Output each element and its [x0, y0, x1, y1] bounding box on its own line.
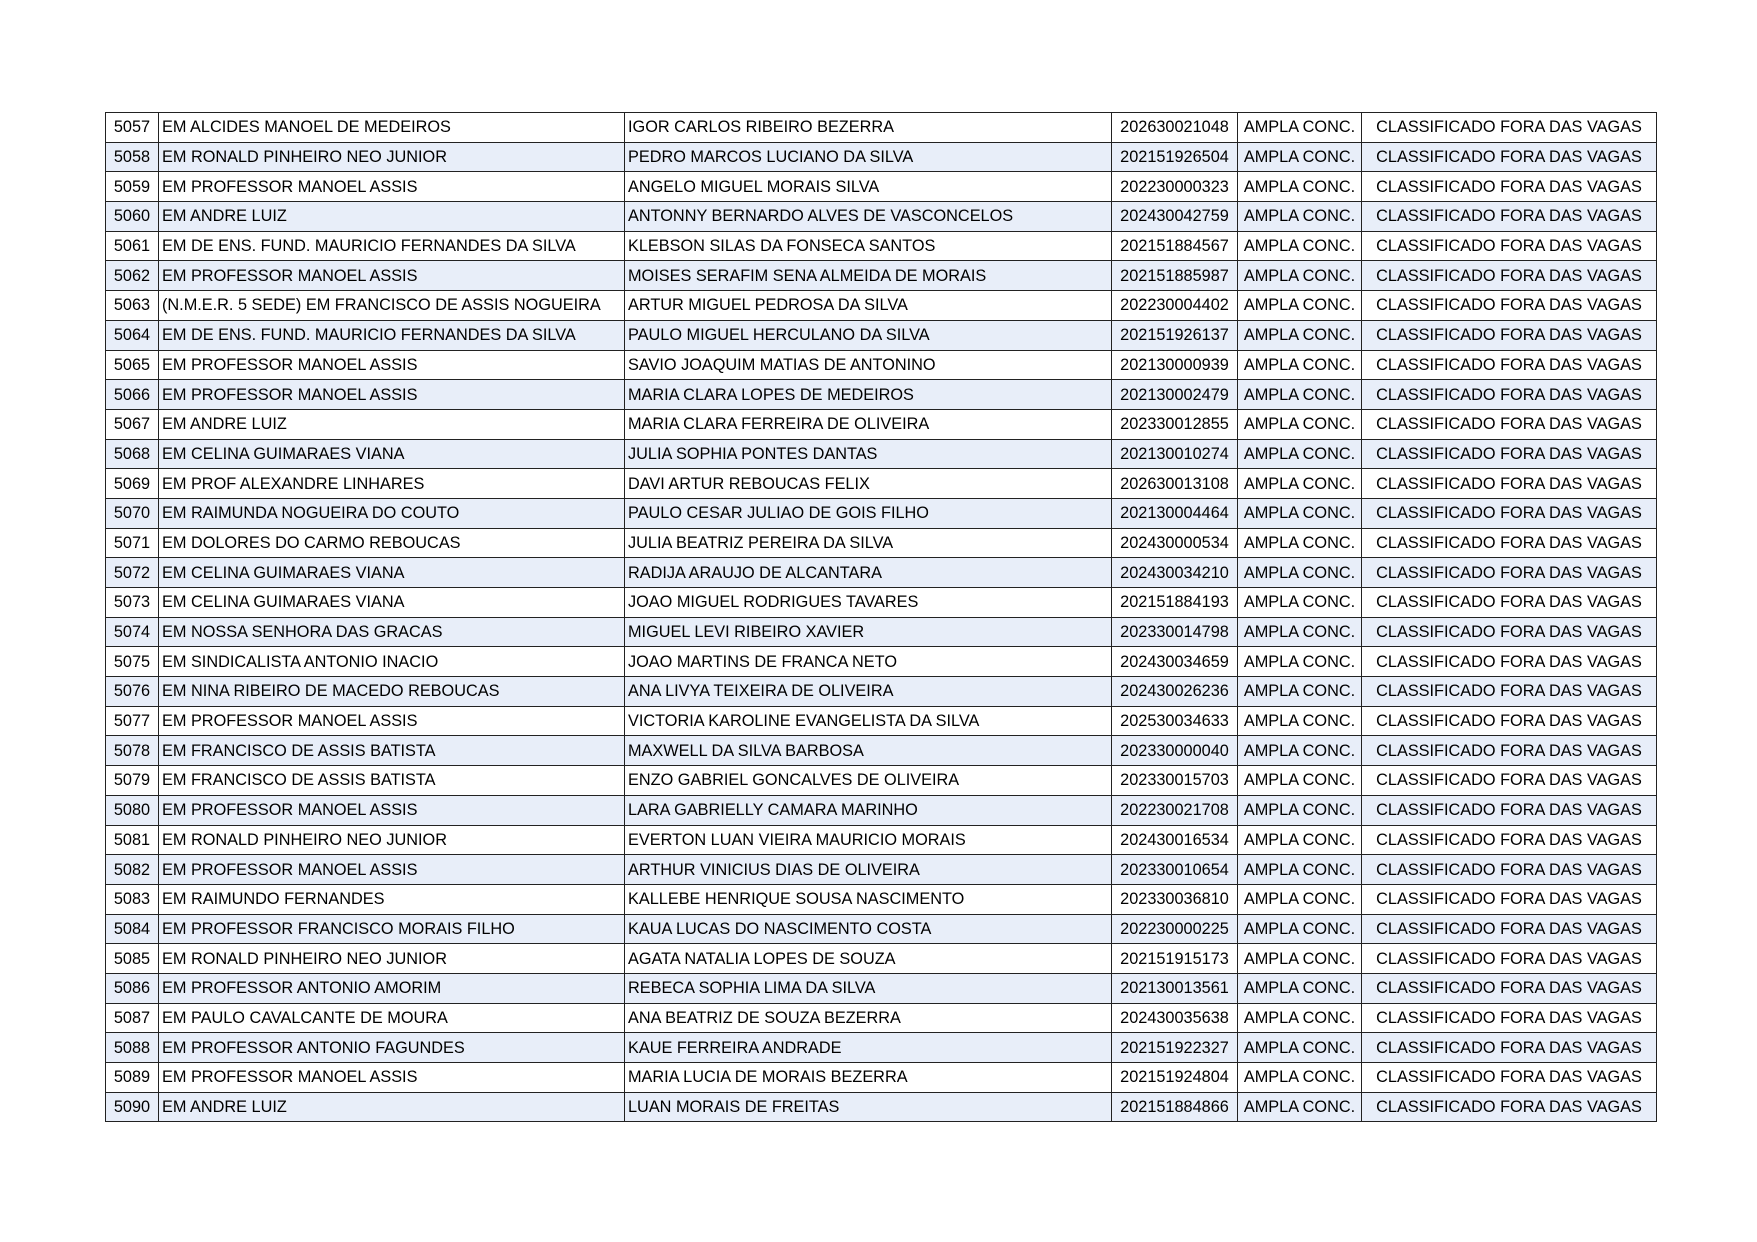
row-number-cell: 5083	[106, 884, 159, 914]
student-name-cell: JULIA BEATRIZ PEREIRA DA SILVA	[625, 528, 1112, 558]
status-cell: CLASSIFICADO FORA DAS VAGAS	[1362, 588, 1657, 618]
registration-id-cell: 202430034210	[1112, 558, 1238, 588]
table-row	[106, 558, 1657, 588]
student-name-cell: JOAO MARTINS DE FRANCA NETO	[625, 647, 1112, 677]
school-cell: EM RAIMUNDO FERNANDES	[159, 884, 625, 914]
registration-id-cell: 202430034659	[1112, 647, 1238, 677]
student-name-cell: ANTONNY BERNARDO ALVES DE VASCONCELOS	[625, 202, 1112, 232]
table-row	[106, 528, 1657, 558]
row-number-cell: 5057	[106, 113, 159, 143]
school-cell: EM ANDRE LUIZ	[159, 202, 625, 232]
table-row	[106, 202, 1657, 232]
table-row	[106, 231, 1657, 261]
status-cell: CLASSIFICADO FORA DAS VAGAS	[1362, 647, 1657, 677]
registration-id-cell: 202430016534	[1112, 825, 1238, 855]
table-row	[106, 1063, 1657, 1093]
registration-id-cell: 202430042759	[1112, 202, 1238, 232]
registration-id-cell: 202130013561	[1112, 973, 1238, 1003]
category-cell: AMPLA CONC.	[1238, 884, 1362, 914]
registration-id-cell: 202230000323	[1112, 172, 1238, 202]
table-row	[106, 469, 1657, 499]
student-name-cell: MOISES SERAFIM SENA ALMEIDA DE MORAIS	[625, 261, 1112, 291]
table-row	[106, 617, 1657, 647]
registration-id-cell: 202151885987	[1112, 261, 1238, 291]
table-row	[106, 766, 1657, 796]
row-number-cell: 5075	[106, 647, 159, 677]
school-cell: EM RONALD PINHEIRO NEO JUNIOR	[159, 825, 625, 855]
table-row	[106, 261, 1657, 291]
registration-id-cell: 202430000534	[1112, 528, 1238, 558]
school-cell: EM PROFESSOR ANTONIO AMORIM	[159, 973, 625, 1003]
category-cell: AMPLA CONC.	[1238, 647, 1362, 677]
row-number-cell: 5087	[106, 1003, 159, 1033]
row-number-cell: 5070	[106, 498, 159, 528]
table-row	[106, 1003, 1657, 1033]
status-cell: CLASSIFICADO FORA DAS VAGAS	[1362, 766, 1657, 796]
student-name-cell: MARIA CLARA LOPES DE MEDEIROS	[625, 380, 1112, 410]
student-name-cell: REBECA SOPHIA LIMA DA SILVA	[625, 973, 1112, 1003]
registration-id-cell: 202330036810	[1112, 884, 1238, 914]
category-cell: AMPLA CONC.	[1238, 855, 1362, 885]
status-cell: CLASSIFICADO FORA DAS VAGAS	[1362, 1063, 1657, 1093]
student-name-cell: MARIA CLARA FERREIRA DE OLIVEIRA	[625, 409, 1112, 439]
status-cell: CLASSIFICADO FORA DAS VAGAS	[1362, 677, 1657, 707]
status-cell: CLASSIFICADO FORA DAS VAGAS	[1362, 498, 1657, 528]
category-cell: AMPLA CONC.	[1238, 172, 1362, 202]
table-row	[106, 172, 1657, 202]
category-cell: AMPLA CONC.	[1238, 350, 1362, 380]
status-cell: CLASSIFICADO FORA DAS VAGAS	[1362, 350, 1657, 380]
category-cell: AMPLA CONC.	[1238, 973, 1362, 1003]
registration-id-cell: 202530034633	[1112, 706, 1238, 736]
student-name-cell: PEDRO MARCOS LUCIANO DA SILVA	[625, 142, 1112, 172]
category-cell: AMPLA CONC.	[1238, 736, 1362, 766]
registration-id-cell: 202130002479	[1112, 380, 1238, 410]
registration-id-cell: 202330000040	[1112, 736, 1238, 766]
row-number-cell: 5069	[106, 469, 159, 499]
status-cell: CLASSIFICADO FORA DAS VAGAS	[1362, 231, 1657, 261]
school-cell: EM CELINA GUIMARAES VIANA	[159, 558, 625, 588]
category-cell: AMPLA CONC.	[1238, 409, 1362, 439]
student-name-cell: DAVI ARTUR REBOUCAS FELIX	[625, 469, 1112, 499]
table-row	[106, 884, 1657, 914]
status-cell: CLASSIFICADO FORA DAS VAGAS	[1362, 884, 1657, 914]
row-number-cell: 5071	[106, 528, 159, 558]
category-cell: AMPLA CONC.	[1238, 617, 1362, 647]
student-name-cell: JULIA SOPHIA PONTES DANTAS	[625, 439, 1112, 469]
table-body	[106, 113, 1657, 1122]
student-name-cell: ANA BEATRIZ DE SOUZA BEZERRA	[625, 1003, 1112, 1033]
table-row	[106, 736, 1657, 766]
row-number-cell: 5082	[106, 855, 159, 885]
row-number-cell: 5068	[106, 439, 159, 469]
row-number-cell: 5089	[106, 1063, 159, 1093]
status-cell: CLASSIFICADO FORA DAS VAGAS	[1362, 617, 1657, 647]
category-cell: AMPLA CONC.	[1238, 914, 1362, 944]
category-cell: AMPLA CONC.	[1238, 825, 1362, 855]
status-cell: CLASSIFICADO FORA DAS VAGAS	[1362, 261, 1657, 291]
category-cell: AMPLA CONC.	[1238, 202, 1362, 232]
registration-id-cell: 202151922327	[1112, 1033, 1238, 1063]
school-cell: EM FRANCISCO DE ASSIS BATISTA	[159, 766, 625, 796]
registration-id-cell: 202151884193	[1112, 588, 1238, 618]
school-cell: EM CELINA GUIMARAES VIANA	[159, 439, 625, 469]
category-cell: AMPLA CONC.	[1238, 498, 1362, 528]
status-cell: CLASSIFICADO FORA DAS VAGAS	[1362, 1003, 1657, 1033]
registration-id-cell: 202151926504	[1112, 142, 1238, 172]
table-row	[106, 498, 1657, 528]
student-name-cell: IGOR CARLOS RIBEIRO BEZERRA	[625, 113, 1112, 143]
row-number-cell: 5073	[106, 588, 159, 618]
student-name-cell: MIGUEL LEVI RIBEIRO XAVIER	[625, 617, 1112, 647]
status-cell: CLASSIFICADO FORA DAS VAGAS	[1362, 558, 1657, 588]
row-number-cell: 5072	[106, 558, 159, 588]
table-row	[106, 113, 1657, 143]
status-cell: CLASSIFICADO FORA DAS VAGAS	[1362, 736, 1657, 766]
school-cell: EM RONALD PINHEIRO NEO JUNIOR	[159, 944, 625, 974]
classification-table	[105, 112, 1657, 1122]
student-name-cell: LUAN MORAIS DE FREITAS	[625, 1092, 1112, 1122]
row-number-cell: 5058	[106, 142, 159, 172]
row-number-cell: 5084	[106, 914, 159, 944]
student-name-cell: RADIJA ARAUJO DE ALCANTARA	[625, 558, 1112, 588]
student-name-cell: JOAO MIGUEL RODRIGUES TAVARES	[625, 588, 1112, 618]
category-cell: AMPLA CONC.	[1238, 320, 1362, 350]
student-name-cell: ENZO GABRIEL GONCALVES DE OLIVEIRA	[625, 766, 1112, 796]
row-number-cell: 5085	[106, 944, 159, 974]
registration-id-cell: 202230000225	[1112, 914, 1238, 944]
status-cell: CLASSIFICADO FORA DAS VAGAS	[1362, 1033, 1657, 1063]
row-number-cell: 5076	[106, 677, 159, 707]
row-number-cell: 5090	[106, 1092, 159, 1122]
table-row	[106, 795, 1657, 825]
school-cell: EM NINA RIBEIRO DE MACEDO REBOUCAS	[159, 677, 625, 707]
category-cell: AMPLA CONC.	[1238, 142, 1362, 172]
registration-id-cell: 202330012855	[1112, 409, 1238, 439]
student-name-cell: ANGELO MIGUEL MORAIS SILVA	[625, 172, 1112, 202]
school-cell: EM PROFESSOR ANTONIO FAGUNDES	[159, 1033, 625, 1063]
student-name-cell: SAVIO JOAQUIM MATIAS DE ANTONINO	[625, 350, 1112, 380]
table-row	[106, 409, 1657, 439]
status-cell: CLASSIFICADO FORA DAS VAGAS	[1362, 320, 1657, 350]
student-name-cell: KLEBSON SILAS DA FONSECA SANTOS	[625, 231, 1112, 261]
status-cell: CLASSIFICADO FORA DAS VAGAS	[1362, 439, 1657, 469]
status-cell: CLASSIFICADO FORA DAS VAGAS	[1362, 409, 1657, 439]
school-cell: EM FRANCISCO DE ASSIS BATISTA	[159, 736, 625, 766]
school-cell: EM PROF ALEXANDRE LINHARES	[159, 469, 625, 499]
table-row	[106, 677, 1657, 707]
status-cell: CLASSIFICADO FORA DAS VAGAS	[1362, 944, 1657, 974]
status-cell: CLASSIFICADO FORA DAS VAGAS	[1362, 795, 1657, 825]
category-cell: AMPLA CONC.	[1238, 439, 1362, 469]
registration-id-cell: 202151915173	[1112, 944, 1238, 974]
row-number-cell: 5061	[106, 231, 159, 261]
row-number-cell: 5059	[106, 172, 159, 202]
registration-id-cell: 202151924804	[1112, 1063, 1238, 1093]
category-cell: AMPLA CONC.	[1238, 380, 1362, 410]
row-number-cell: 5062	[106, 261, 159, 291]
status-cell: CLASSIFICADO FORA DAS VAGAS	[1362, 855, 1657, 885]
row-number-cell: 5063	[106, 291, 159, 321]
registration-id-cell: 202330010654	[1112, 855, 1238, 885]
student-name-cell: AGATA NATALIA LOPES DE SOUZA	[625, 944, 1112, 974]
student-name-cell: LARA GABRIELLY CAMARA MARINHO	[625, 795, 1112, 825]
school-cell: EM PAULO CAVALCANTE DE MOURA	[159, 1003, 625, 1033]
school-cell: EM PROFESSOR MANOEL ASSIS	[159, 172, 625, 202]
registration-id-cell: 202130004464	[1112, 498, 1238, 528]
student-name-cell: EVERTON LUAN VIEIRA MAURICIO MORAIS	[625, 825, 1112, 855]
status-cell: CLASSIFICADO FORA DAS VAGAS	[1362, 291, 1657, 321]
student-name-cell: MARIA LUCIA DE MORAIS BEZERRA	[625, 1063, 1112, 1093]
row-number-cell: 5077	[106, 706, 159, 736]
table-row	[106, 142, 1657, 172]
row-number-cell: 5078	[106, 736, 159, 766]
category-cell: AMPLA CONC.	[1238, 944, 1362, 974]
school-cell: EM DE ENS. FUND. MAURICIO FERNANDES DA SILVA	[159, 320, 625, 350]
student-name-cell: KAUA LUCAS DO NASCIMENTO COSTA	[625, 914, 1112, 944]
registration-id-cell: 202330015703	[1112, 766, 1238, 796]
school-cell: EM PROFESSOR MANOEL ASSIS	[159, 1063, 625, 1093]
row-number-cell: 5065	[106, 350, 159, 380]
status-cell: CLASSIFICADO FORA DAS VAGAS	[1362, 469, 1657, 499]
student-name-cell: KAUE FERREIRA ANDRADE	[625, 1033, 1112, 1063]
category-cell: AMPLA CONC.	[1238, 1003, 1362, 1033]
status-cell: CLASSIFICADO FORA DAS VAGAS	[1362, 380, 1657, 410]
table-row	[106, 291, 1657, 321]
table-row	[106, 439, 1657, 469]
student-name-cell: ARTUR MIGUEL PEDROSA DA SILVA	[625, 291, 1112, 321]
category-cell: AMPLA CONC.	[1238, 261, 1362, 291]
row-number-cell: 5060	[106, 202, 159, 232]
table-row	[106, 706, 1657, 736]
registration-id-cell: 202430026236	[1112, 677, 1238, 707]
school-cell: EM PROFESSOR MANOEL ASSIS	[159, 706, 625, 736]
table-row	[106, 380, 1657, 410]
status-cell: CLASSIFICADO FORA DAS VAGAS	[1362, 1092, 1657, 1122]
school-cell: EM RAIMUNDA NOGUEIRA DO COUTO	[159, 498, 625, 528]
student-name-cell: ARTHUR VINICIUS DIAS DE OLIVEIRA	[625, 855, 1112, 885]
table-row	[106, 825, 1657, 855]
student-name-cell: MAXWELL DA SILVA BARBOSA	[625, 736, 1112, 766]
registration-id-cell: 202330014798	[1112, 617, 1238, 647]
category-cell: AMPLA CONC.	[1238, 795, 1362, 825]
category-cell: AMPLA CONC.	[1238, 1092, 1362, 1122]
row-number-cell: 5086	[106, 973, 159, 1003]
school-cell: EM ANDRE LUIZ	[159, 409, 625, 439]
status-cell: CLASSIFICADO FORA DAS VAGAS	[1362, 528, 1657, 558]
table-row	[106, 588, 1657, 618]
school-cell: EM PROFESSOR FRANCISCO MORAIS FILHO	[159, 914, 625, 944]
table-row	[106, 350, 1657, 380]
category-cell: AMPLA CONC.	[1238, 469, 1362, 499]
registration-id-cell: 202151884567	[1112, 231, 1238, 261]
school-cell: EM NOSSA SENHORA DAS GRACAS	[159, 617, 625, 647]
row-number-cell: 5067	[106, 409, 159, 439]
school-cell: (N.M.E.R. 5 SEDE) EM FRANCISCO DE ASSIS NOGUEIRA	[159, 291, 625, 321]
status-cell: CLASSIFICADO FORA DAS VAGAS	[1362, 706, 1657, 736]
registration-id-cell: 202151884866	[1112, 1092, 1238, 1122]
student-name-cell: PAULO MIGUEL HERCULANO DA SILVA	[625, 320, 1112, 350]
registration-id-cell: 202230004402	[1112, 291, 1238, 321]
status-cell: CLASSIFICADO FORA DAS VAGAS	[1362, 914, 1657, 944]
status-cell: CLASSIFICADO FORA DAS VAGAS	[1362, 172, 1657, 202]
school-cell: EM SINDICALISTA ANTONIO INACIO	[159, 647, 625, 677]
category-cell: AMPLA CONC.	[1238, 291, 1362, 321]
school-cell: EM ALCIDES MANOEL DE MEDEIROS	[159, 113, 625, 143]
table-row	[106, 855, 1657, 885]
row-number-cell: 5088	[106, 1033, 159, 1063]
table-row	[106, 647, 1657, 677]
category-cell: AMPLA CONC.	[1238, 588, 1362, 618]
student-name-cell: PAULO CESAR JULIAO DE GOIS FILHO	[625, 498, 1112, 528]
school-cell: EM PROFESSOR MANOEL ASSIS	[159, 350, 625, 380]
registration-id-cell: 202630021048	[1112, 113, 1238, 143]
status-cell: CLASSIFICADO FORA DAS VAGAS	[1362, 973, 1657, 1003]
category-cell: AMPLA CONC.	[1238, 528, 1362, 558]
registration-id-cell: 202230021708	[1112, 795, 1238, 825]
student-name-cell: ANA LIVYA TEIXEIRA DE OLIVEIRA	[625, 677, 1112, 707]
category-cell: AMPLA CONC.	[1238, 231, 1362, 261]
student-name-cell: VICTORIA KAROLINE EVANGELISTA DA SILVA	[625, 706, 1112, 736]
row-number-cell: 5080	[106, 795, 159, 825]
status-cell: CLASSIFICADO FORA DAS VAGAS	[1362, 113, 1657, 143]
status-cell: CLASSIFICADO FORA DAS VAGAS	[1362, 825, 1657, 855]
row-number-cell: 5081	[106, 825, 159, 855]
status-cell: CLASSIFICADO FORA DAS VAGAS	[1362, 142, 1657, 172]
category-cell: AMPLA CONC.	[1238, 706, 1362, 736]
row-number-cell: 5066	[106, 380, 159, 410]
school-cell: EM PROFESSOR MANOEL ASSIS	[159, 855, 625, 885]
school-cell: EM CELINA GUIMARAES VIANA	[159, 588, 625, 618]
table-row	[106, 1033, 1657, 1063]
table-row	[106, 973, 1657, 1003]
registration-id-cell: 202430035638	[1112, 1003, 1238, 1033]
registration-id-cell: 202151926137	[1112, 320, 1238, 350]
school-cell: EM RONALD PINHEIRO NEO JUNIOR	[159, 142, 625, 172]
school-cell: EM PROFESSOR MANOEL ASSIS	[159, 795, 625, 825]
category-cell: AMPLA CONC.	[1238, 677, 1362, 707]
category-cell: AMPLA CONC.	[1238, 1063, 1362, 1093]
row-number-cell: 5074	[106, 617, 159, 647]
category-cell: AMPLA CONC.	[1238, 113, 1362, 143]
row-number-cell: 5064	[106, 320, 159, 350]
row-number-cell: 5079	[106, 766, 159, 796]
school-cell: EM ANDRE LUIZ	[159, 1092, 625, 1122]
category-cell: AMPLA CONC.	[1238, 766, 1362, 796]
table-row	[106, 944, 1657, 974]
registration-id-cell: 202130000939	[1112, 350, 1238, 380]
category-cell: AMPLA CONC.	[1238, 1033, 1362, 1063]
table-row	[106, 320, 1657, 350]
status-cell: CLASSIFICADO FORA DAS VAGAS	[1362, 202, 1657, 232]
school-cell: EM PROFESSOR MANOEL ASSIS	[159, 380, 625, 410]
registration-id-cell: 202630013108	[1112, 469, 1238, 499]
registration-id-cell: 202130010274	[1112, 439, 1238, 469]
school-cell: EM DE ENS. FUND. MAURICIO FERNANDES DA SILVA	[159, 231, 625, 261]
student-name-cell: KALLEBE HENRIQUE SOUSA NASCIMENTO	[625, 884, 1112, 914]
category-cell: AMPLA CONC.	[1238, 558, 1362, 588]
table-row	[106, 1092, 1657, 1122]
school-cell: EM DOLORES DO CARMO REBOUCAS	[159, 528, 625, 558]
table-row	[106, 914, 1657, 944]
school-cell: EM PROFESSOR MANOEL ASSIS	[159, 261, 625, 291]
